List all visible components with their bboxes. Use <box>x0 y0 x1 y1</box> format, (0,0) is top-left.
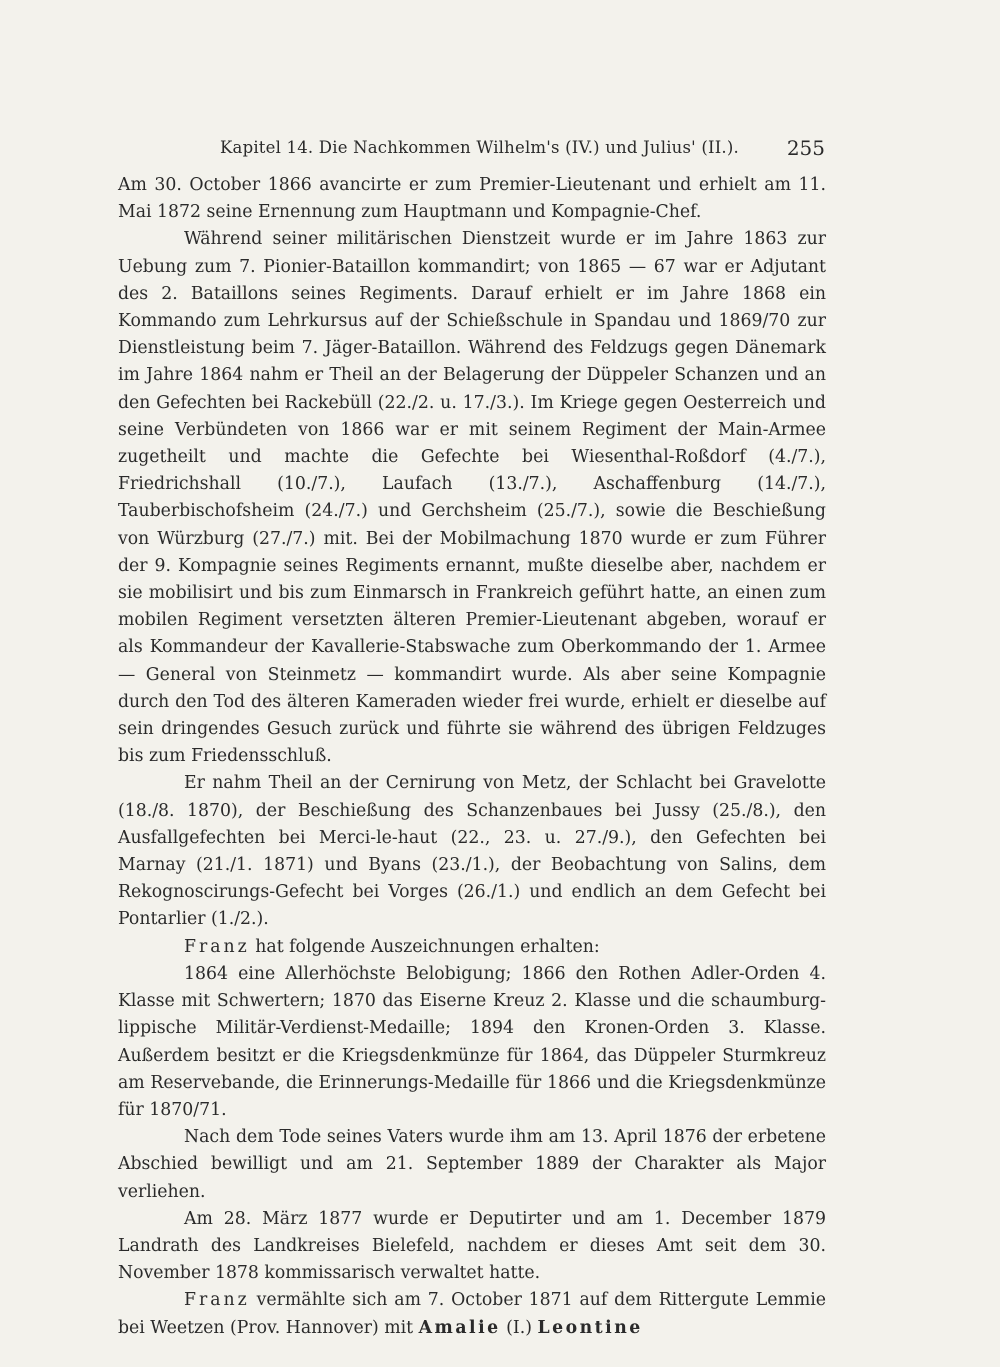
paragraph-awards-intro <box>118 934 826 961</box>
person-name: Franz <box>184 936 250 957</box>
spouse-second-name: Leontine <box>537 1317 643 1338</box>
page-header <box>220 136 825 164</box>
paragraph-marriage <box>118 1287 826 1341</box>
page-number: 255 <box>786 136 825 160</box>
paragraph-promotion: Am 30. October 1866 avancirte er zum Premier-Lieutenant und erhielt am 11. Mai 1872 seine Ernennung zum Hauptmann und Kompagnie-Chef. <box>118 175 826 223</box>
spouse-first-name: Amalie <box>418 1317 501 1338</box>
paragraph-retirement: Nach dem Tode seines Vaters wurde ihm am 13. April 1876 der erbetene Abschied bewilligt und am 21. September 1889 der Charakter als Major verliehen. <box>118 1127 826 1202</box>
spouse-numeral: (I.) <box>500 1317 538 1338</box>
paragraph-civil-office: Am 28. März 1877 wurde er Deputirter und am 1. December 1879 Landrath des Landkreises Bielefeld, nachdem er dieses Amt seit dem 30. November 1878 kommissarisch verwaltet hatte. <box>118 1208 826 1284</box>
page-body <box>118 172 826 1342</box>
running-title: Kapitel 14. Die Nachkommen Wilhelm's (IV.) und Julius' (II.). <box>220 138 739 157</box>
marriage-text: vermählte sich am 7. October 1871 auf dem Rittergute Lemmie bei Weetzen (Prov. Hannover) mit <box>118 1290 826 1338</box>
awards-intro-text: hat folgende Auszeichnungen erhalten: <box>249 936 600 957</box>
paragraph-campaigns: Er nahm Theil an der Cernirung von Metz, der Schlacht bei Gravelotte (18./8. 1870), der Beschießung des Schanzenbaues bei Jussy (25./8.), den Ausfallgefechten bei Merci-le-haut (22., 23. u. 27./9.), den Gefechten bei Marnay (21./1. 1871) und Byans (23./1.), der Beobachtung von Salins, dem Rekognoscirungs-Gefecht bei Vorges (26./1.) und endlich an dem Gefecht bei Pontarlier (1./2.). <box>118 773 826 930</box>
paragraph-service: Während seiner militärischen Dienstzeit wurde er im Jahre 1863 zur Uebung zum 7. Pionier-Bataillon kommandirt; von 1865 — 67 war er Adjutant des 2. Bataillons seines Regiments. Darauf erhielt er im Jahre 1868 ein Kommando zum Lehrkursus auf der Schießschule in Spandau und 1869/70 zur Dienstleistung beim 7. Jäger-Bataillon. Während des Feldzugs gegen Dänemark im Jahre 1864 nahm er Theil an der Belagerung der Düppeler Schanzen und an den Gefechten bei Rackebüll (22./2. u. 17./3.). Im Kriege gegen Oesterreich und seine Verbündeten von 1866 war er mit seinem Regiment der Main-Armee zugetheilt und machte die Gefechte bei Wiesenthal-Roßdorf (4./7.), Friedrichshall (10./7.), Laufach (13./7.), Aschaffenburg (14./7.), Tauberbischofsheim (24./7.) und Gerchsheim (25./7.), sowie die Beschießung von Würzburg (27./7.) mit. Bei der Mobilmachung 1870 wurde er zum Führer der 9. Kompagnie seines Regiments ernannt, mußte dieselbe aber, nachdem er sie mobilisirt und bis zum Einmarsch in Frankreich geführt hatte, an einen zum mobilen Regiment versetzten älteren Premier-Lieutenant abgeben, worauf er als Kommandeur der Kavallerie-Stabswache zum Oberkommando der 1. Armee — General von Steinmetz — kommandirt wurde. Als aber seine Kompagnie durch den Tod des älteren Kameraden wieder frei wurde, erhielt er dieselbe auf sein dringendes Gesuch zurück und führte sie während des übrigen Feldzuges bis zum Friedensschluß. <box>118 229 826 767</box>
person-name: Franz <box>184 1290 250 1311</box>
paragraph-awards-list: 1864 eine Allerhöchste Belobigung; 1866 den Rothen Adler-Orden 4. Klasse mit Schwertern; 1870 das Eiserne Kreuz 2. Klasse und die schaumburg-lippische Militär-Verdienst-Medaille; 1894 den Kronen-Orden 3. Klasse. Außerdem besitzt er die Kriegsdenkmünze für 1864, das Düppeler Sturmkreuz am Reservebande, die Erinnerungs-Medaille für 1866 und die Kriegsdenkmünze für 1870/71. <box>118 963 826 1120</box>
